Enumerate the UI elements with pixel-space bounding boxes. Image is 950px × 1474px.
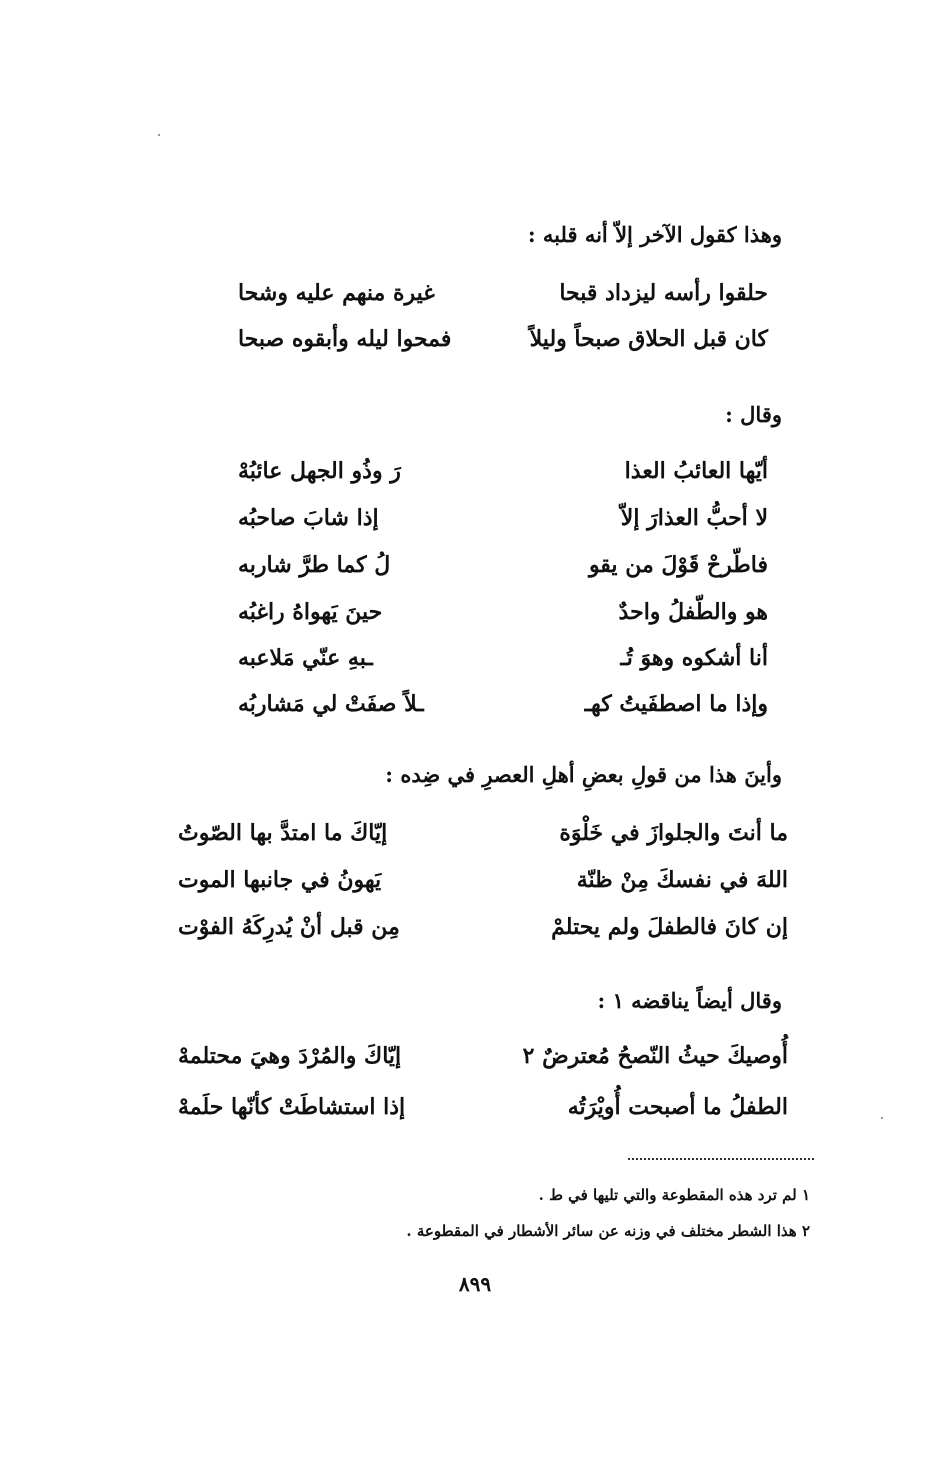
second-hemistich: غيرة منهم عليه وشحا: [238, 280, 435, 306]
second-hemistich: مِن قبل أنْ يُدرِكَهُ الفوْت: [178, 914, 400, 940]
verse-line: [178, 1043, 788, 1069]
first-hemistich: حلقوا رأسه ليزداد قبحا: [559, 280, 768, 306]
footnote-separator: [628, 1158, 814, 1160]
second-hemistich: يَهونُ في جانبها الموت: [178, 867, 382, 893]
first-hemistich: أيّها العائبُ العذا: [624, 458, 768, 484]
first-hemistich: ما أنتَ والجلوازَ في خَلْوَة: [559, 820, 788, 846]
footnote-2: ٢ هذا الشطر مختلف في وزنه عن سائر الأشطار في المقطوعة .: [406, 1222, 810, 1240]
first-hemistich: وإذا ما اصطفَيتُ كهـ: [584, 691, 768, 717]
verse-line: [178, 914, 788, 940]
second-hemistich: إيّاكَ ما امتدَّ بها الصّوتُ: [178, 820, 388, 846]
second-hemistich: حينَ يَهواهُ راغبُه: [238, 599, 383, 625]
second-hemistich: لُ كما طرَّ شاربه: [238, 552, 391, 578]
second-hemistich: إيّاكَ والمُرْدَ وهيَ محتلمهْ: [178, 1043, 402, 1069]
verse-line: [238, 505, 768, 531]
intro-line-4: وقال أيضاً يناقضه ١ :: [597, 988, 782, 1013]
verse-line: [238, 645, 768, 671]
verse-line: [238, 599, 768, 625]
verse-line: [238, 691, 768, 717]
second-hemistich: رَ وذُو الجهل عائبُهْ: [238, 458, 401, 484]
first-hemistich: إن كانَ فالطفلَ ولم يحتلمْ: [551, 914, 788, 940]
second-hemistich: إذا شابَ صاحبُه: [238, 505, 379, 531]
intro-line-2: وقال :: [725, 402, 782, 427]
verse-line: [238, 552, 768, 578]
verse-line: [178, 820, 788, 846]
first-hemistich: لا أحبُّ العذارَ إلاّ: [620, 505, 768, 531]
first-hemistich: أُوصيكَ حيثُ النّصحُ مُعترضٌ ٢: [522, 1043, 788, 1069]
scan-speck: [881, 1117, 883, 1119]
second-hemistich: ـلاً صفَتْ لي مَشاربُه: [238, 691, 424, 717]
first-hemistich: فاطّرحْ قَوْلَ من يقو: [588, 552, 768, 578]
verse-line: [238, 326, 768, 352]
verse-line: [178, 867, 788, 893]
verse-line: [238, 458, 768, 484]
page-number: ٨٩٩: [458, 1272, 492, 1296]
intro-line-1: وهذا كقول الآخر إلاّ أنه قلبه :: [527, 222, 782, 247]
scan-speck: [158, 134, 160, 136]
second-hemistich: إذا استشاطَتْ كأنّها حلَمهْ: [178, 1094, 406, 1120]
second-hemistich: فمحوا ليله وأبقوه صبحا: [238, 326, 452, 352]
verse-line: [238, 280, 768, 306]
first-hemistich: الطفلُ ما أصبحت أُويْرَتُه: [567, 1094, 788, 1120]
footnote-1: ١ لم ترد هذه المقطوعة والتي تليها في ط .: [538, 1186, 810, 1204]
first-hemistich: هو والطّفلُ واحدٌ: [618, 599, 768, 625]
first-hemistich: كان قبل الحلاق صبحاً وليلاً: [529, 326, 768, 352]
first-hemistich: أنا أشكوه وهوَ تُـ: [620, 645, 768, 671]
first-hemistich: اللهَ في نفسكَ مِنْ ظنّة: [576, 867, 788, 893]
second-hemistich: ـبهِ عنّي مَلاعبه: [238, 645, 373, 671]
verse-line: [178, 1094, 788, 1120]
intro-line-3: وأينَ هذا من قولِ بعضِ أهلِ العصرِ في ضِده :: [385, 762, 782, 787]
